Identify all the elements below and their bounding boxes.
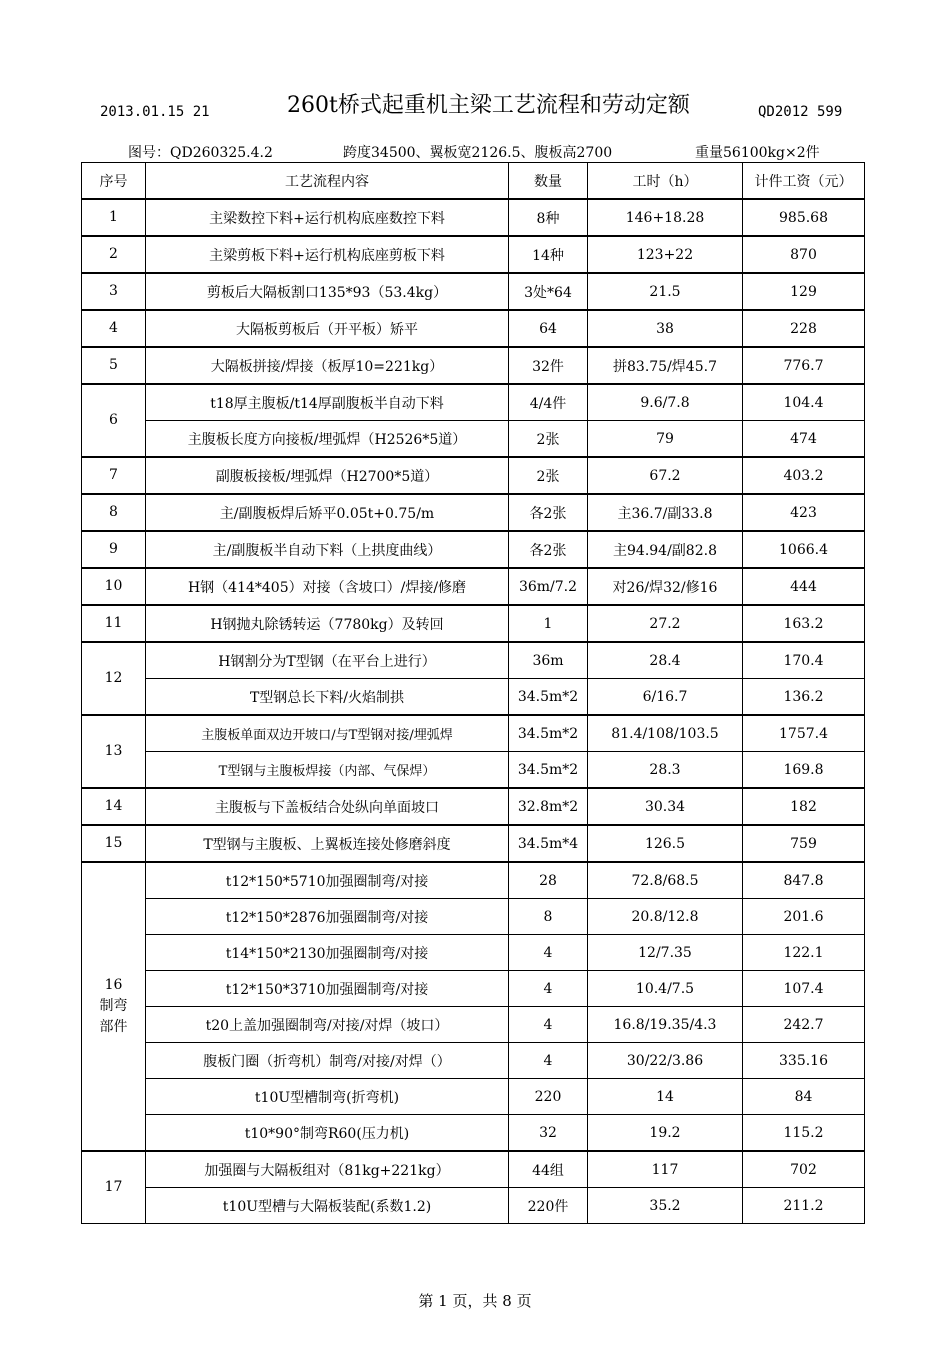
cell-hours: 10.4/7.5 [588,971,743,1007]
column-header-wage: 计件工资（元） [743,163,865,200]
cell-wage: 129 [743,273,865,310]
cell-qty: 34.5m*2 [509,752,588,789]
row-number: 10 [82,568,146,605]
cell-hours: 126.5 [588,825,743,862]
cell-wage: 423 [743,494,865,531]
cell-qty: 1 [509,605,588,642]
cell-content: 副腹板接板/埋弧焊（H2700*5道） [146,457,509,494]
row-number: 17 [82,1151,146,1224]
row-number: 11 [82,605,146,642]
cell-qty: 各2张 [509,531,588,568]
cell-wage: 228 [743,310,865,347]
cell-content: 主腹板长度方向接板/埋弧焊（H2526*5道） [146,421,509,458]
cell-qty: 44组 [509,1151,588,1188]
cell-hours: 主36.7/副33.8 [588,494,743,531]
table-row [82,457,865,494]
table-row [82,310,865,347]
cell-qty: 32 [509,1115,588,1152]
cell-hours: 146+18.28 [588,199,743,236]
cell-content: t12*150*2876加强圈制弯/对接 [146,899,509,935]
cell-content: 主腹板单面双边开坡口/与T型钢对接/埋弧焊 [146,715,509,752]
cell-wage: 104.4 [743,384,865,421]
cell-wage: 136.2 [743,679,865,716]
cell-content: H钢抛丸除锈转运（7780kg）及转回 [146,605,509,642]
cell-hours: 30.34 [588,788,743,825]
cell-hours: 19.2 [588,1115,743,1152]
table-row [82,531,865,568]
cell-hours: 21.5 [588,273,743,310]
table-row [82,752,865,789]
row-number: 2 [82,236,146,273]
row-number: 1 [82,199,146,236]
cell-wage: 170.4 [743,642,865,679]
cell-hours: 72.8/68.5 [588,862,743,899]
cell-qty: 2张 [509,457,588,494]
cell-qty: 34.5m*4 [509,825,588,862]
cell-content: t10*90°制弯R60(压力机) [146,1115,509,1152]
cell-hours: 28.3 [588,752,743,789]
cell-content: H钢（414*405）对接（含坡口）/焊接/修磨 [146,568,509,605]
cell-wage: 211.2 [743,1188,865,1224]
cell-wage: 169.8 [743,752,865,789]
cell-hours: 35.2 [588,1188,743,1224]
cell-content: t20上盖加强圈制弯/对接/对焊（坡口） [146,1007,509,1043]
cell-qty: 8 [509,899,588,935]
cell-qty: 3处*64 [509,273,588,310]
cell-content: 腹板门圈（折弯机）制弯/对接/对焊（） [146,1043,509,1079]
cell-hours: 28.4 [588,642,743,679]
cell-wage: 335.16 [743,1043,865,1079]
cell-content: t10U型槽制弯(折弯机) [146,1079,509,1115]
cell-qty: 32件 [509,347,588,384]
cell-wage: 122.1 [743,935,865,971]
row-number: 12 [82,642,146,715]
cell-wage: 201.6 [743,899,865,935]
table-row [82,347,865,384]
cell-content: 大隔板拼接/焊接（板厚10=221kg） [146,347,509,384]
table-row [82,642,865,679]
cell-qty: 36m [509,642,588,679]
table-row [82,1043,865,1079]
cell-qty: 14种 [509,236,588,273]
cell-wage: 444 [743,568,865,605]
cell-wage: 163.2 [743,605,865,642]
cell-wage: 242.7 [743,1007,865,1043]
row-number: 13 [82,715,146,788]
table-row [82,236,865,273]
cell-hours: 79 [588,421,743,458]
cell-qty: 4 [509,971,588,1007]
cell-content: T型钢与主腹板焊接（内部、气保焊） [146,752,509,789]
cell-hours: 16.8/19.35/4.3 [588,1007,743,1043]
cell-qty: 4 [509,1007,588,1043]
cell-wage: 107.4 [743,971,865,1007]
document-date: 2013.01.15 21 [100,104,210,120]
cell-qty: 220件 [509,1188,588,1224]
cell-content: H钢割分为T型钢（在平台上进行） [146,642,509,679]
cell-hours: 81.4/108/103.5 [588,715,743,752]
cell-content: 主腹板与下盖板结合处纵向单面坡口 [146,788,509,825]
cell-wage: 403.2 [743,457,865,494]
cell-content: 大隔板剪板后（开平板）矫平 [146,310,509,347]
cell-hours: 117 [588,1151,743,1188]
cell-wage: 985.68 [743,199,865,236]
table-row [82,494,865,531]
cell-qty: 4 [509,935,588,971]
process-table [81,162,865,1224]
cell-hours: 对26/焊32/修16 [588,568,743,605]
cell-content: 主/副腹板焊后矫平0.05t+0.75/m [146,494,509,531]
row-number: 5 [82,347,146,384]
cell-hours: 20.8/12.8 [588,899,743,935]
cell-content: t14*150*2130加强圈制弯/对接 [146,935,509,971]
cell-wage: 1757.4 [743,715,865,752]
table-row [82,605,865,642]
cell-qty: 34.5m*2 [509,715,588,752]
cell-hours: 27.2 [588,605,743,642]
table-row [82,421,865,458]
table-row [82,715,865,752]
table-row [82,273,865,310]
spec-line [128,142,820,162]
row-number: 14 [82,788,146,825]
cell-wage: 870 [743,236,865,273]
cell-wage: 115.2 [743,1115,865,1152]
table-row [82,788,865,825]
dimensions-spec: 跨度34500、翼板宽2126.5、腹板高2700 [343,145,613,161]
row-number: 16 制弯 部件 [82,862,146,1151]
cell-wage: 1066.4 [743,531,865,568]
cell-hours: 67.2 [588,457,743,494]
cell-qty: 28 [509,862,588,899]
column-header-content: 工艺流程内容 [146,163,509,200]
cell-hours: 38 [588,310,743,347]
row-number: 4 [82,310,146,347]
cell-content: t12*150*5710加强圈制弯/对接 [146,862,509,899]
table-row [82,568,865,605]
row-number: 7 [82,457,146,494]
cell-hours: 12/7.35 [588,935,743,971]
cell-wage: 759 [743,825,865,862]
cell-qty: 220 [509,1079,588,1115]
table-row [82,862,865,899]
cell-qty: 各2张 [509,494,588,531]
table-row [82,384,865,421]
cell-qty: 4 [509,1043,588,1079]
cell-qty: 34.5m*2 [509,679,588,716]
table-row [82,1007,865,1043]
cell-qty: 8种 [509,199,588,236]
table-row [82,935,865,971]
column-header-hours: 工时（h） [588,163,743,200]
cell-wage: 702 [743,1151,865,1188]
table-row [82,199,865,236]
cell-content: 主/副腹板半自动下料（上拱度曲线） [146,531,509,568]
row-number: 15 [82,825,146,862]
cell-content: T型钢总长下料/火焰制拱 [146,679,509,716]
document-code: QD2012 599 [758,104,843,120]
row-number: 6 [82,384,146,457]
cell-content: 剪板后大隔板割口135*93（53.4kg） [146,273,509,310]
table-row [82,1188,865,1224]
cell-wage: 84 [743,1079,865,1115]
cell-wage: 776.7 [743,347,865,384]
cell-content: T型钢与主腹板、上翼板连接处修磨斜度 [146,825,509,862]
column-header-quantity: 数量 [509,163,588,200]
cell-qty: 32.8m*2 [509,788,588,825]
cell-content: t12*150*3710加强圈制弯/对接 [146,971,509,1007]
cell-wage: 474 [743,421,865,458]
cell-wage: 182 [743,788,865,825]
cell-qty: 4/4件 [509,384,588,421]
page-footer: 第 1 页，共 8 页 [418,1292,532,1310]
cell-content: 主梁数控下料+运行机构底座数控下料 [146,199,509,236]
table-row [82,971,865,1007]
cell-hours: 拼83.75/焊45.7 [588,347,743,384]
cell-wage: 847.8 [743,862,865,899]
weight-spec: 重量56100kg×2件 [695,145,820,161]
cell-hours: 9.6/7.8 [588,384,743,421]
drawing-number: 图号：QD260325.4.2 [128,145,273,161]
cell-hours: 30/22/3.86 [588,1043,743,1079]
cell-qty: 36m/7.2 [509,568,588,605]
table-row [82,899,865,935]
column-header-number: 序号 [82,163,146,200]
document-title: 260t桥式起重机主梁工艺流程和劳动定额 [287,93,690,118]
table-row [82,1151,865,1188]
row-number: 3 [82,273,146,310]
table-row [82,679,865,716]
cell-content: t18厚主腹板/t14厚副腹板半自动下料 [146,384,509,421]
row-number: 9 [82,531,146,568]
table-body [82,199,865,1224]
cell-hours: 6/16.7 [588,679,743,716]
table-row [82,825,865,862]
cell-content: t10U型槽与大隔板装配(系数1.2) [146,1188,509,1224]
cell-hours: 14 [588,1079,743,1115]
cell-content: 主梁剪板下料+运行机构底座剪板下料 [146,236,509,273]
cell-qty: 64 [509,310,588,347]
table-row [82,1079,865,1115]
cell-hours: 123+22 [588,236,743,273]
cell-hours: 主94.94/副82.8 [588,531,743,568]
cell-content: 加强圈与大隔板组对（81kg+221kg） [146,1151,509,1188]
row-number: 8 [82,494,146,531]
cell-qty: 2张 [509,421,588,458]
table-row [82,1115,865,1152]
